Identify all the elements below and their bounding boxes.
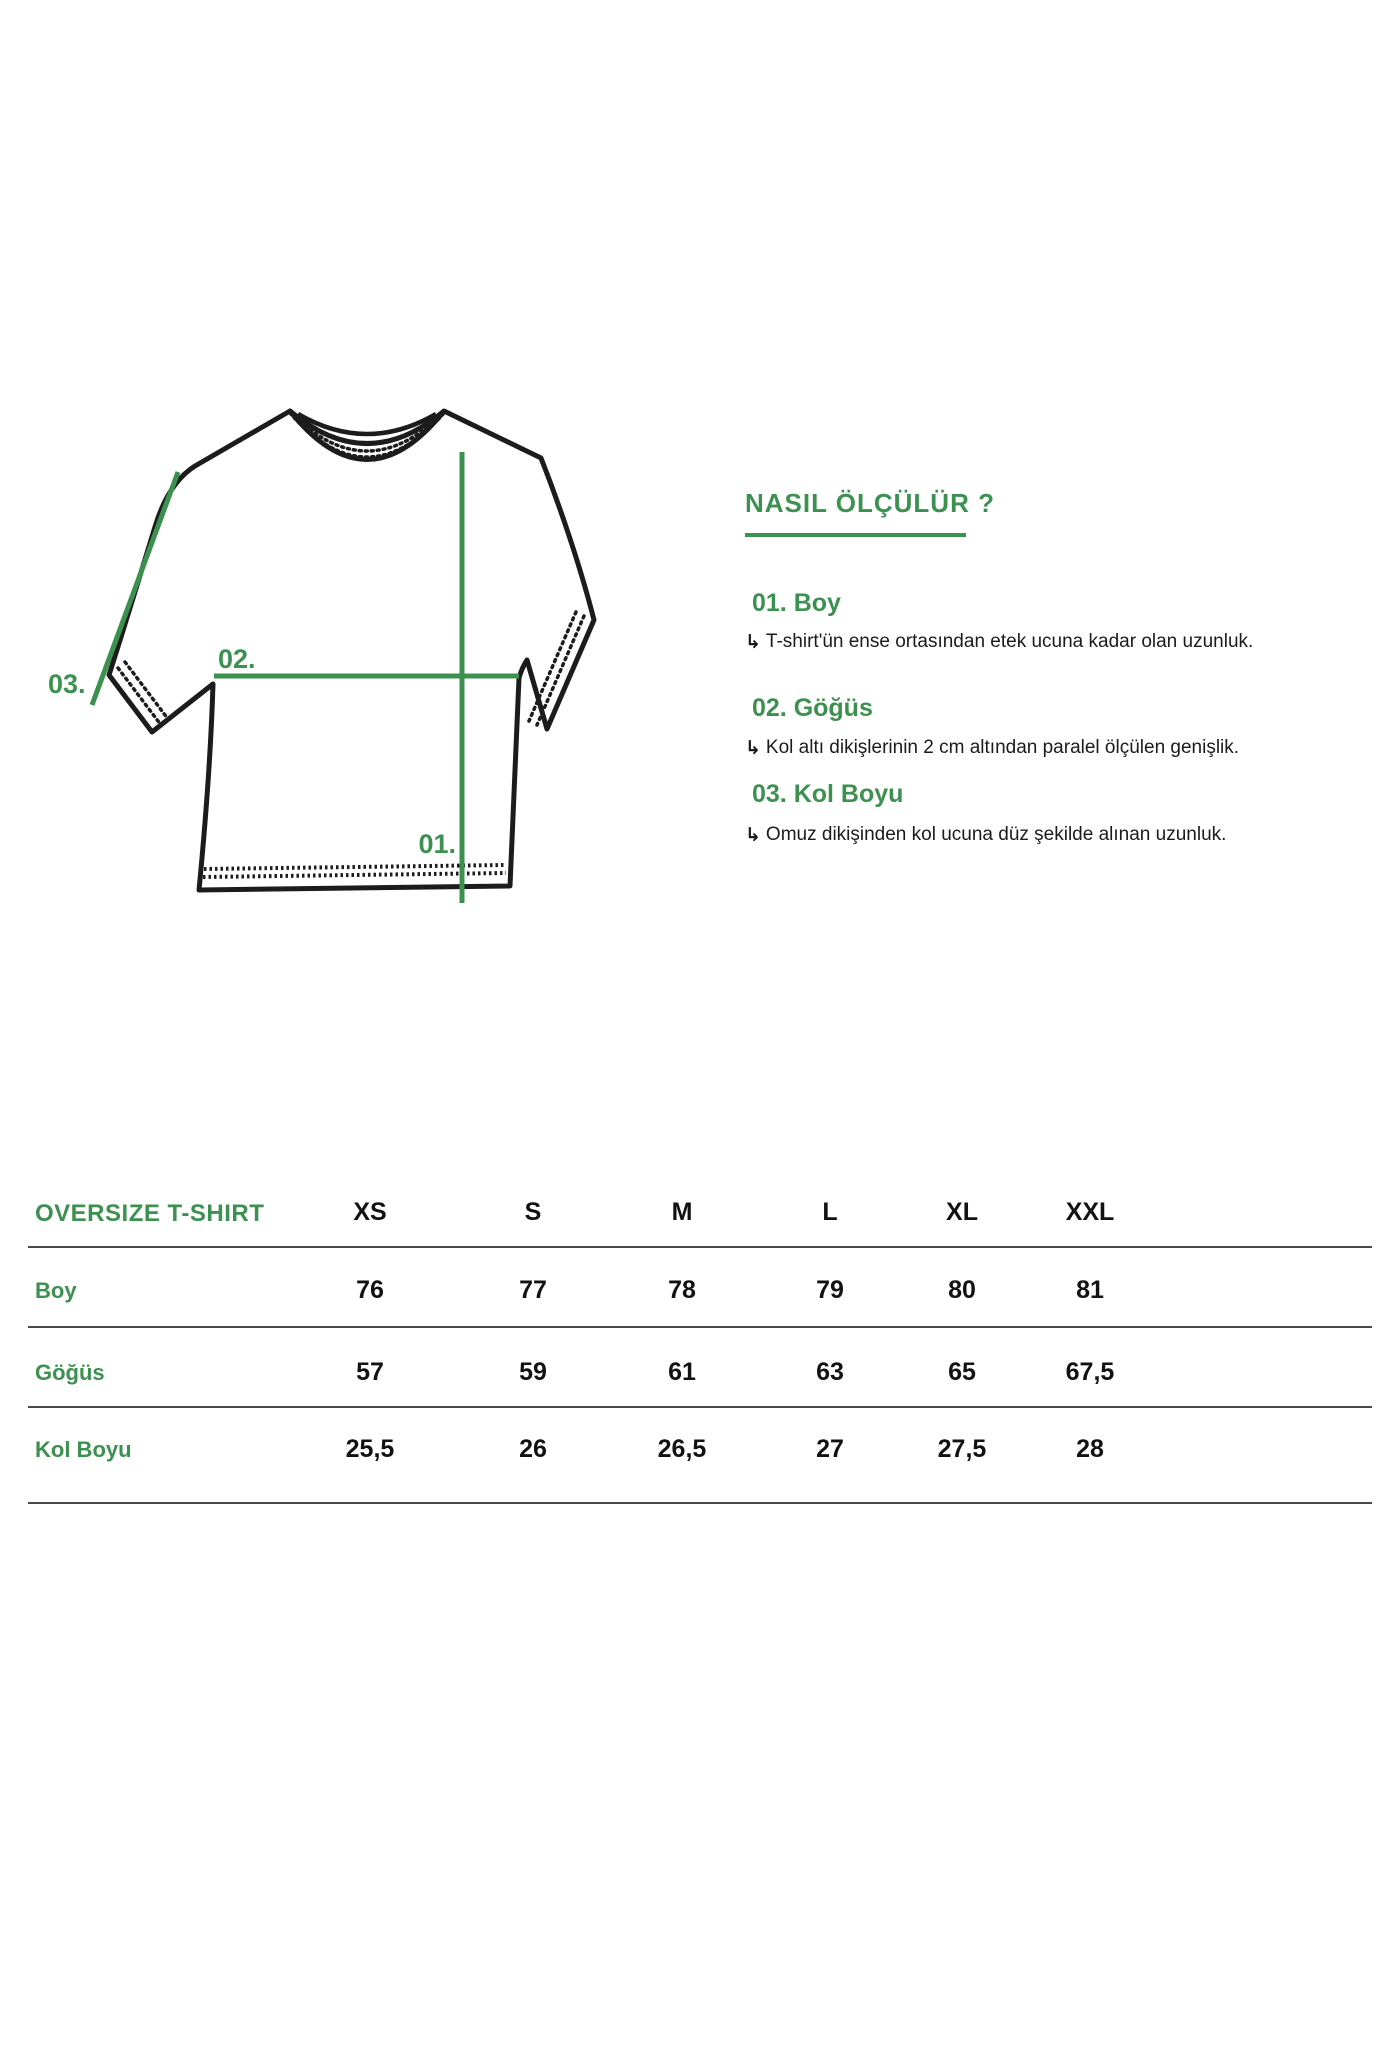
table-divider — [28, 1502, 1372, 1504]
table-divider — [28, 1406, 1372, 1408]
howto-item-desc-text: Omuz dikişinden kol ucuna düz şekilde alınan uzunluk. — [765, 824, 1227, 845]
cell-boy-xxl: 81 — [1076, 1276, 1104, 1304]
diagram-label-kol-boyu: 03. — [48, 669, 86, 699]
howto-item-desc-text: T-shirt'ün ense ortasından etek ucuna kadar olan uzunluk. — [765, 631, 1254, 652]
cell-boy-xl: 80 — [948, 1276, 976, 1304]
howto-item-title-gogus: 02. Göğüs — [752, 694, 873, 722]
howto-item-desc-boy — [745, 631, 1253, 654]
cell-gogus-xs: 57 — [356, 1358, 384, 1386]
size-col-header-xxl: XXL — [1065, 1198, 1115, 1226]
cell-kolboyu-xl: 27,5 — [937, 1435, 987, 1463]
cell-gogus-xl: 65 — [948, 1358, 976, 1386]
cell-kolboyu-xs: 25,5 — [345, 1435, 395, 1463]
cell-boy-l: 79 — [816, 1276, 844, 1304]
cell-kolboyu-xxl: 28 — [1076, 1435, 1104, 1463]
tshirt-outline — [109, 411, 594, 890]
howto-item-title-boy: 01. Boy — [752, 589, 841, 617]
return-arrow-icon: ↳ — [745, 824, 761, 846]
table-divider — [28, 1326, 1372, 1328]
howto-item-desc-text: Kol altı dikişlerinin 2 cm altından paralel ölçülen genişlik. — [765, 737, 1240, 758]
howto-item-desc-gogus — [745, 737, 1239, 760]
size-col-header-l: L — [822, 1198, 838, 1226]
size-table-product-label: OVERSIZE T-SHIRT — [35, 1200, 265, 1227]
cell-kolboyu-s: 26 — [519, 1435, 547, 1463]
cell-boy-m: 78 — [668, 1276, 696, 1304]
howto-item-desc-kol-boyu — [745, 824, 1226, 847]
cell-gogus-xxl: 67,5 — [1065, 1358, 1115, 1386]
size-col-header-s: S — [524, 1198, 542, 1226]
cell-gogus-l: 63 — [816, 1358, 844, 1386]
size-col-header-xl: XL — [946, 1198, 978, 1226]
cell-gogus-s: 59 — [519, 1358, 547, 1386]
cell-boy-s: 77 — [519, 1276, 547, 1304]
return-arrow-icon: ↳ — [745, 737, 761, 759]
cell-boy-xs: 76 — [356, 1276, 384, 1304]
cell-kolboyu-m: 26,5 — [657, 1435, 707, 1463]
cell-kolboyu-l: 27 — [816, 1435, 844, 1463]
table-divider — [28, 1246, 1372, 1248]
row-label-kol-boyu: Kol Boyu — [35, 1437, 132, 1462]
howto-heading: NASIL ÖLÇÜLÜR ? — [745, 488, 995, 518]
size-col-header-m: M — [671, 1198, 693, 1226]
diagram-label-gogus: 02. — [218, 644, 256, 674]
row-label-gogus: Göğüs — [35, 1360, 105, 1385]
return-arrow-icon: ↳ — [745, 631, 761, 653]
tshirt-measurement-diagram — [40, 280, 600, 980]
cell-gogus-m: 61 — [668, 1358, 696, 1386]
size-col-header-xs: XS — [353, 1198, 387, 1226]
diagram-label-boy: 01. — [418, 829, 456, 859]
howto-item-title-kol-boyu: 03. Kol Boyu — [752, 780, 904, 808]
row-label-boy: Boy — [35, 1278, 77, 1303]
howto-heading-underline — [745, 533, 966, 537]
